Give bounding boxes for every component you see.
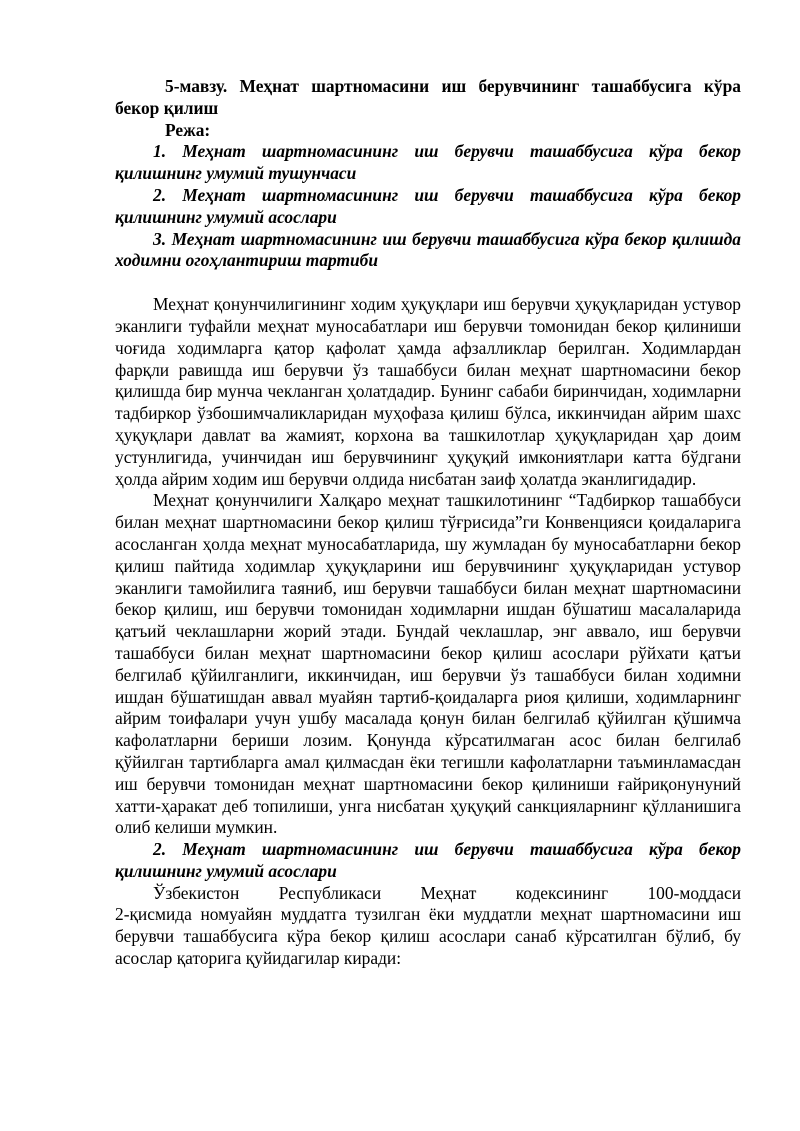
plan-item-3: 3. Меҳнат шартномасининг иш берувчи ташаббусига кўра бекор қилишда ходимни огоҳлантириш тартиби (115, 228, 741, 271)
body-paragraph-1: Меҳнат қонунчилигининг ходим ҳуқуқлари иш берувчи ҳуқуқларидан устувор эканлиги туфайли меҳнат муносабатлари иш берувчи томонидан бекор қилиниши чоғида ходимларга қатор қафолат ҳамда афзалликлар берилган. Ходимлардан фарқли равишда иш берувчи ўз ташаббуси билан меҳнат шартномасини бекор қилишда бир мунча чекланган ҳолатдадир. Бунинг сабаби биринчидан, ходимларни тадбиркор ўзбошимчаликларидан муҳофаза қилиш бўлса, иккинчидан айрим шахс ҳуқуқлари давлат ва жамият, корхона ва ташкилотлар ҳуқуқларидан ҳар доим устунлигида, учинчидан иш берувчининг ҳуқуқий имкониятлари катта бўдгани ҳолда айрим ходим иш берувчи олдида нисбатан заиф ҳолатда эканлигидадир. (115, 294, 741, 489)
section-paragraph-line1: Ўзбекистон Республикаси Меҳнат кодексининг 100-моддаси (153, 882, 741, 903)
plan-label: Режа: (165, 119, 211, 140)
plan-item-2: 2. Меҳнат шартномасининг иш берувчи ташаббусига кўра бекор қилишнинг умумий асослари (115, 184, 741, 227)
document-page (115, 76, 741, 970)
section-heading: 2. Меҳнат шартномасининг иш берувчи ташаббусига кўра бекор қилишнинг умумий асослари (115, 839, 741, 881)
section-paragraph-rest: 2-қисмида номуайян муддатга тузилган ёки муддатли меҳнат шартномасини иш берувчи ташаббусига кўра бекор қилиш асослари санаб кўрсатилган бўлиб, бу асослар қаторига қуйидагилар киради: (115, 904, 741, 969)
body-paragraph-2: Меҳнат қонунчилиги Халқаро меҳнат ташкилотининг “Тадбиркор ташаббуси билан меҳнат шартномасини бекор қилиш тўғрисида”ги Конвенцияси қоидаларига асосланган ҳолда меҳнат муносабатларида, шу жумладан бу муносабатларни бекор қилиш пайтида ходимлар ҳуқуқларини иш берувчининг ҳуқуқларидан устувор эканлиги тамойилига таяниб, иш берувчи ташаббуси билан меҳнат шартномасини бекор қилиш, иш берувчи томонидан ходимларни ишдан бўшатиш масалаларида қатъий чеклашларни жорий этади. Бундай чеклашлар, энг аввало, иш берувчи ташаббуси билан меҳнат шартномасини бекор қилиш асослари рўйхати қатъи белгилаб қўйилганлиги, иккинчидан, иш берувчи ўз ташаббуси билан ходимни ишдан бўшатишдан аввал муайян тартиб-қоидаларга риоя қилиши, ходимларнинг айрим тоифалари учун ушбу масалада қонун билан белгилаб қўйилган қўшимча кафолатларни бериши лозим. Қонунда кўрсатилмаган асос билан белгилаб қўйилган тартибларга амал қилмасдан ёки тегишли кафолатларни таъминламасдан иш берувчи томонидан меҳнат шартномасини бекор қилиниши ғайриқонунуний хатти-ҳаракат деб топилиши, унга нисбатан ҳуқуқий санкцияларнинг қўлланишига олиб келиши мумкин. (115, 490, 741, 838)
blank-line (115, 272, 741, 294)
plan-item-1: 1. Меҳнат шартномасининг иш берувчи ташаббусига кўра бекор қилишнинг умумий тушунчаси (115, 141, 741, 184)
document-title: 5-мавзу. Меҳнат шартномасини иш берувчининг ташаббусига кўра бекор қилиш (115, 76, 741, 118)
